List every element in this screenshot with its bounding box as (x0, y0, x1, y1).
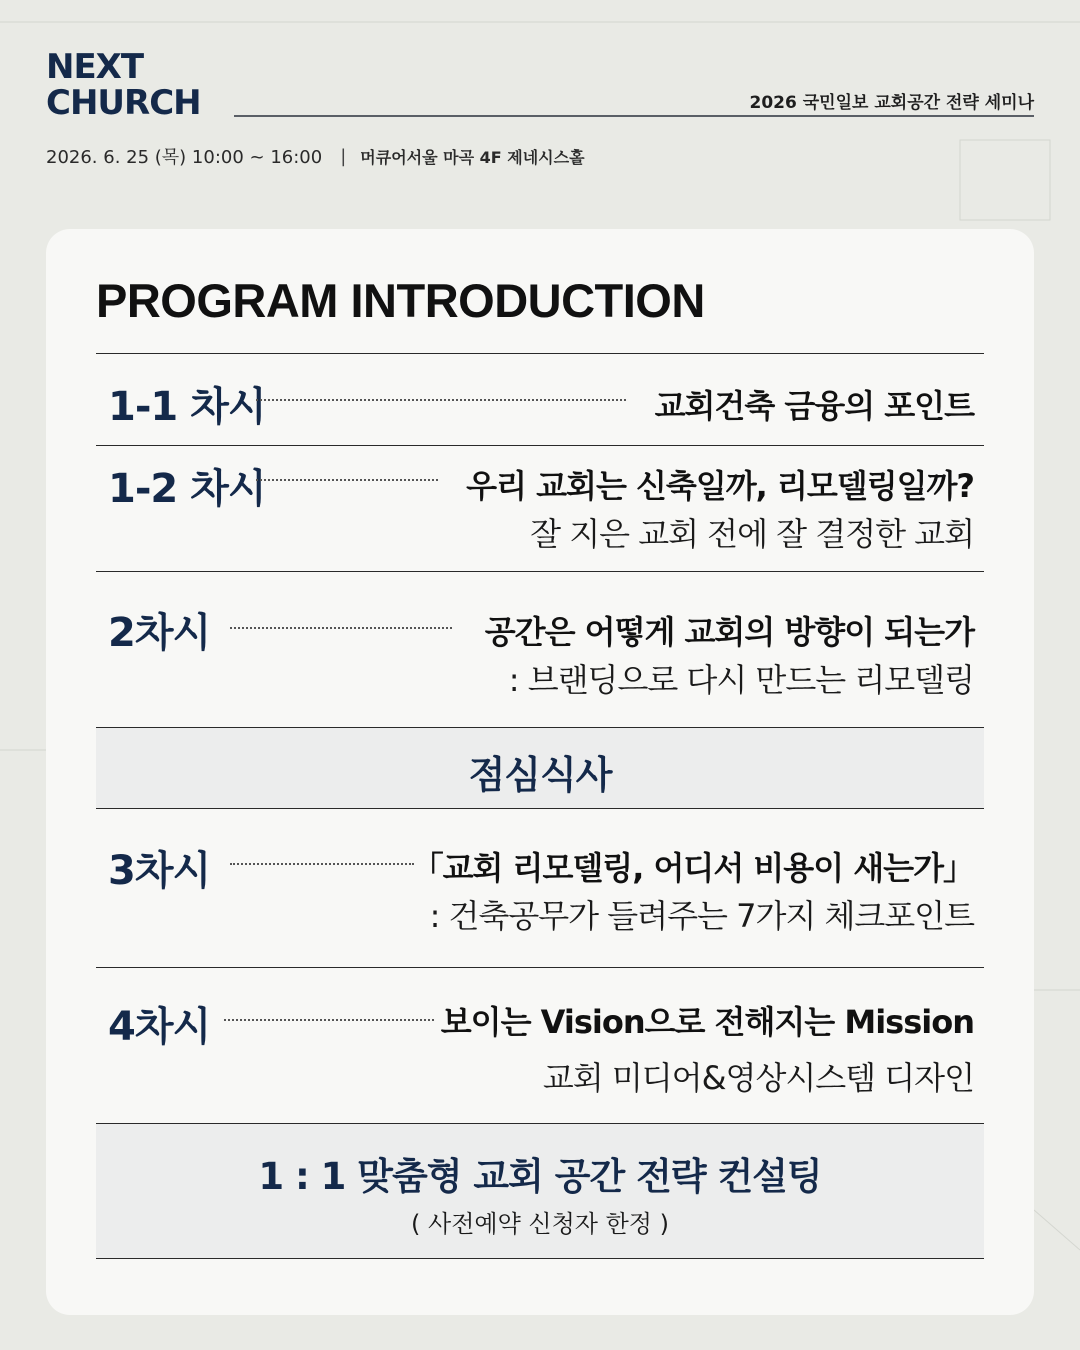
consulting-title: 1 : 1 맞춤형 교회 공간 전략 컨설팅 (258, 1155, 822, 1198)
session-title: 공간은 어떻게 교회의 방향이 되는가 (484, 613, 974, 651)
logo-line-church: CHURCH (46, 83, 201, 123)
session-label: 1-1 차시 (108, 384, 266, 430)
session-label: 3차시 (108, 848, 211, 894)
dotted-leader (224, 1019, 434, 1021)
program-title: PROGRAM INTRODUCTION (96, 274, 705, 327)
session-title: 교회건축 금융의 포인트 (654, 387, 974, 425)
lunch-band (96, 727, 984, 809)
session-subtitle: 잘 지은 교회 전에 잘 결정한 교회 (530, 515, 974, 553)
header-divider (234, 115, 1034, 117)
event-meta (46, 143, 585, 169)
logo (46, 47, 201, 123)
session-label: 4차시 (108, 1004, 211, 1050)
program-card (46, 229, 1034, 1315)
session-3 (96, 809, 984, 967)
dotted-leader (230, 863, 414, 865)
event-datetime: 2026. 6. 25 (목) 10:00 ~ 16:00 (46, 147, 323, 168)
consulting-band (96, 1123, 984, 1259)
session-1-1 (96, 353, 984, 445)
session-label: 2차시 (108, 610, 211, 656)
lunch-label: 점심식사 (468, 753, 612, 797)
session-label: 1-2 차시 (108, 466, 266, 512)
dotted-leader (256, 479, 438, 481)
session-subtitle: 교회 미디어&영상시스템 디자인 (542, 1059, 974, 1097)
session-title: 우리 교회는 신축일까, 리모델링일까? (466, 467, 974, 505)
session-subtitle: : 브랜딩으로 다시 만드는 리모델링 (508, 661, 974, 699)
session-title: 「교회 리모델링, 어디서 비용이 새는가」 (411, 849, 974, 887)
meta-separator: | (340, 145, 347, 167)
seminar-title: 2026 국민일보 교회공간 전략 세미나 (749, 93, 1034, 113)
session-title: 보이는 Vision으로 전해지는 Mission (440, 1003, 974, 1041)
session-2 (96, 571, 984, 727)
session-subtitle: : 건축공무가 들려주는 7가지 체크포인트 (429, 897, 974, 935)
dotted-leader (230, 627, 452, 629)
session-4 (96, 967, 984, 1123)
dotted-leader (256, 399, 626, 401)
logo-line-next: NEXT (46, 47, 144, 87)
consulting-subtitle: ( 사전예약 신청자 한정 ) (411, 1210, 669, 1238)
session-1-2 (96, 445, 984, 571)
event-venue: 머큐어서울 마곡 4F 제네시스홀 (360, 147, 585, 167)
